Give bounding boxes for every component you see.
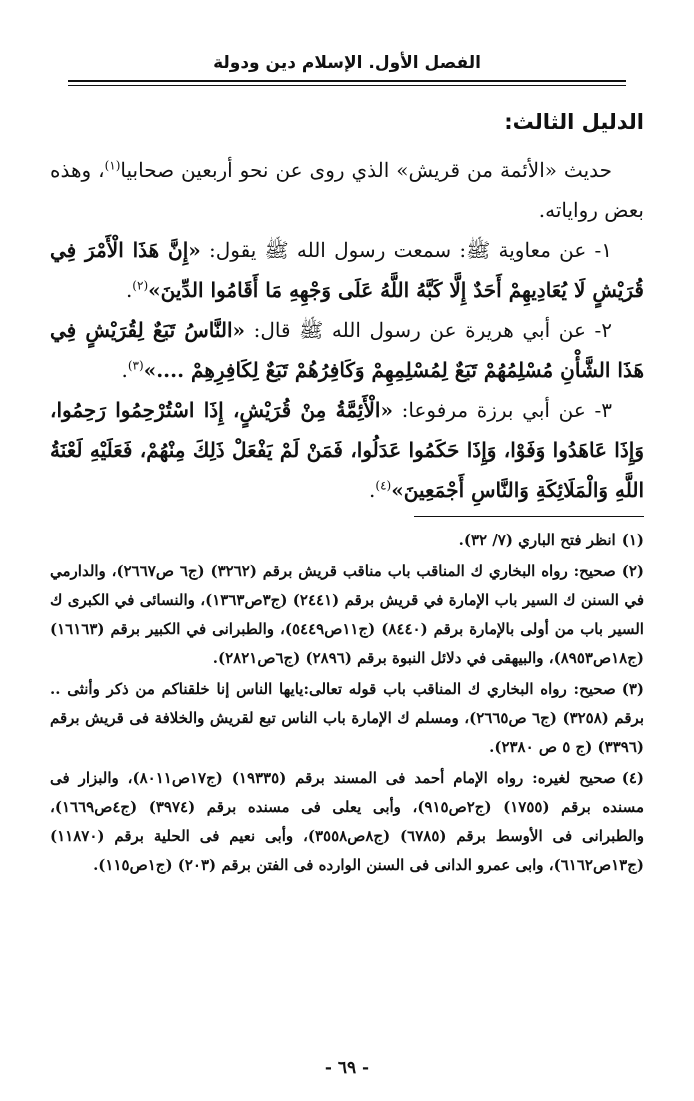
footnote-text: رواه البخاري ك المناقب باب مناقب قريش برقم (٣٢٦٢) (ج٦ ص٢٦٦٧)، والدارمي في السنن ك السير باب الإمارة في قريش برقم (٢٤٤١) (ج٣ص١٣٦٣)، والنسائى في الكبرى ك السير باب من أولى بالإمارة برقم (٨٤٤٠) (ج١١ص٥٤٤٩)، والطبرانى في الكبير برقم (١٦١٦٣) (ج١٨ص٨٩٥٣)، والبيهقى في دلائل النبوة برقم (٢٨٩٦) (ج٦ص٢٨٢١). bbox=[50, 562, 644, 667]
intro-paragraph bbox=[50, 150, 644, 230]
intro-text: حديث «الأئمة من قريش» الذي روى عن نحو أربعين صحابيا bbox=[120, 158, 613, 182]
narration-lead: ٣- عن أبي برزة مرفوعا: bbox=[401, 398, 612, 422]
footnote-number: (٤) bbox=[621, 769, 644, 787]
header-rule-thick bbox=[68, 80, 626, 82]
narration-3 bbox=[50, 390, 644, 510]
footnotes bbox=[50, 526, 644, 880]
footnote-number: (٣) bbox=[621, 680, 644, 698]
footnote-ref-2: (٢) bbox=[132, 278, 149, 293]
page-number: - ٦٩ - bbox=[324, 1058, 370, 1078]
footnote-text: رواه البخاري ك المناقب باب قوله تعالى:يايها الناس إنا خلقناكم من ذكر وأنثى .. برقم (٣٢٥٨) (ج٦ ص٢٦٦٥)، ومسلم ك الإمارة باب الناس تبع لقريش والخلافة فى قريش برقم (٣٣٩٦) (ج ٥ ص ٢٣٨٠). bbox=[50, 680, 645, 756]
running-header: الفصل الأول. الإسلام دين ودولة bbox=[213, 53, 481, 73]
footnote-ref-1: (١) bbox=[104, 158, 121, 173]
footnote-2 bbox=[50, 557, 644, 673]
footnote-grade: صحيح: bbox=[573, 562, 616, 580]
narration-lead: ١- عن معاوية ﷺ: سمعت رسول الله ﷺ يقول: bbox=[208, 238, 613, 262]
footnote-3 bbox=[50, 675, 644, 762]
footnote-separator bbox=[414, 516, 644, 517]
footnote-grade: صحيح: bbox=[573, 680, 616, 698]
footnote-number: (١) bbox=[621, 531, 644, 549]
narration-1 bbox=[50, 230, 644, 310]
intro-tail: ، وهذه بعض رواياته. bbox=[50, 158, 644, 222]
narration-end: . bbox=[125, 278, 133, 302]
footnote-1 bbox=[50, 526, 644, 555]
footnote-text: انظر فتح الباري (٧/ ٣٢). bbox=[458, 531, 616, 549]
hadith-quote: «النَّاسُ تَبَعٌ لِقُرَيْشٍ فِي هَذَا الشَّأْنِ مُسْلِمُهُمْ تَبَعٌ لِمُسْلِمِهِمْ وَكَافِرُهُمْ تَبَعٌ لِكَافِرِهِمْ ....» bbox=[50, 318, 644, 382]
main-text bbox=[50, 150, 644, 510]
footnote-number: (٢) bbox=[621, 562, 645, 580]
footnote-text: رواه الإمام أحمد فى المسند برقم (١٩٣٣٥) (ج١٧ص٨٠١١)، والبزار فى مسنده برقم (١٧٥٥) (ج٢ص٩١٥)، وأبى يعلى فى مسنده برقم (٣٩٧٤) (ج٤ص١٦٦٩)، والطبرانى فى الأوسط برقم (٦٧٨٥) (ج٨ص٣٥٥٨)، وأبى نعيم فى الحلية برقم (١١٨٧٠) (ج١٣ص٦١٦٢)، وابى عمرو الدانى فى السنن الوارده فى الفتن برقم (٢٠٣) (ج١ص١١٥). bbox=[50, 769, 644, 874]
narration-end: . bbox=[369, 478, 376, 502]
hadith-quote: «الْأَئِمَّةُ مِنْ قُرَيْشٍ، إِذَا اسْتُرْحِمُوا رَحِمُوا، وَإِذَا عَاهَدُوا وَفَوْا، وَإِذَا حَكَمُوا عَدَلُوا، فَمَنْ لَمْ يَفْعَلْ ذَلِكَ مِنْهُمْ، فَعَلَيْهِ لَعْنَةُ اللَّهِ وَالْمَلَائِكَةِ وَالنَّاسِ أَجْمَعِينَ» bbox=[50, 398, 644, 502]
footnote-ref-4: (٤) bbox=[375, 478, 392, 493]
footnote-grade: صحيح لغيره: bbox=[532, 769, 616, 787]
section-title: الدليل الثالث: bbox=[504, 110, 644, 134]
hadith-quote: «إِنَّ هَذَا الْأَمْرَ فِي قُرَيْشٍ لَا يُعَادِيهِمْ أَحَدٌ إِلَّا كَبَّهُ اللَّهُ عَلَى وَجْهِهِ مَا أَقَامُوا الدِّينَ» bbox=[50, 238, 644, 302]
header-rule-thin bbox=[68, 85, 626, 86]
narration-end: . bbox=[121, 358, 128, 382]
footnote-4 bbox=[50, 764, 644, 880]
footnote-ref-3: (٣) bbox=[127, 358, 144, 373]
narration-lead: ٢- عن أبي هريرة عن رسول الله ﷺ قال: bbox=[253, 318, 612, 342]
narration-2 bbox=[50, 310, 644, 390]
